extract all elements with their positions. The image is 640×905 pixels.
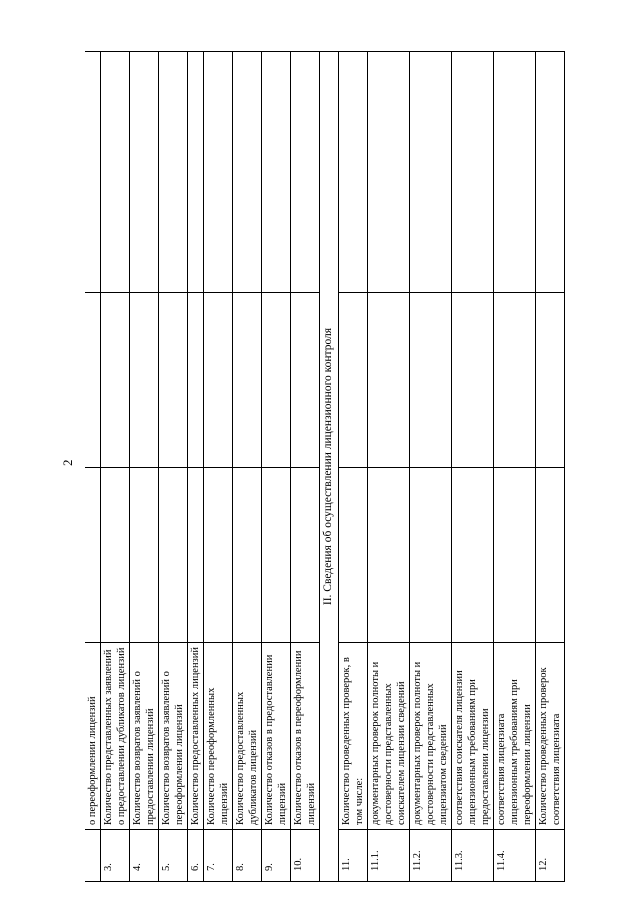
row-label: соответствия лицензиата лицензионным требованиям при переоформлении лицензии xyxy=(494,643,536,830)
value-cell xyxy=(101,293,130,468)
row-label: Количество представленных заявлений о предоставлении дубликатов лицензий xyxy=(101,643,130,830)
value-cell xyxy=(101,52,130,293)
table-row xyxy=(85,52,101,882)
row-number: 5. xyxy=(159,830,188,882)
row-label: документарных проверок полноты и достоверности представленных лицензиатом сведений xyxy=(410,643,452,830)
row-label: Количество возвратов заявлений о предоставлении лицензий xyxy=(130,643,159,830)
value-cell xyxy=(452,468,494,643)
value-cell xyxy=(130,293,159,468)
value-cell xyxy=(494,468,536,643)
value-cell xyxy=(452,52,494,293)
value-cell xyxy=(291,468,320,643)
row-number: 4. xyxy=(130,830,159,882)
value-cell xyxy=(159,468,188,643)
value-cell xyxy=(85,468,101,643)
row-number: 11.3. xyxy=(452,830,494,882)
row-label: Количество проведенных проверок соответствия лицензиата xyxy=(536,643,565,830)
value-cell xyxy=(494,293,536,468)
table-row xyxy=(494,52,536,882)
value-cell xyxy=(368,293,410,468)
row-number: 7. xyxy=(204,830,233,882)
row-number: 8. xyxy=(233,830,262,882)
value-cell xyxy=(262,52,291,293)
row-number: 11. xyxy=(339,830,368,882)
value-cell xyxy=(452,293,494,468)
table-row xyxy=(452,52,494,882)
value-cell xyxy=(368,468,410,643)
row-number: 10. xyxy=(291,830,320,882)
table-row xyxy=(368,52,410,882)
value-cell xyxy=(233,52,262,293)
value-cell xyxy=(85,52,101,293)
value-cell xyxy=(233,468,262,643)
row-label: Количество возвратов заявлений о переоформлении лицензий xyxy=(159,643,188,830)
page-number: 2 xyxy=(60,459,75,466)
value-cell xyxy=(339,293,368,468)
value-cell xyxy=(291,293,320,468)
table-row xyxy=(262,52,291,882)
value-cell xyxy=(188,468,204,643)
table-row xyxy=(536,52,565,882)
table-row xyxy=(204,52,233,882)
table-row xyxy=(233,52,262,882)
value-cell xyxy=(410,293,452,468)
value-cell xyxy=(204,468,233,643)
table-row xyxy=(188,52,204,882)
value-cell xyxy=(262,293,291,468)
table-row xyxy=(410,52,452,882)
value-cell xyxy=(410,52,452,293)
row-number: 12. xyxy=(536,830,565,882)
value-cell xyxy=(262,468,291,643)
section-row xyxy=(320,52,339,882)
value-cell xyxy=(233,293,262,468)
row-number: 6. xyxy=(188,830,204,882)
value-cell xyxy=(188,52,204,293)
row-number: 9. xyxy=(262,830,291,882)
value-cell xyxy=(204,52,233,293)
row-label: Количество предоставленных дубликатов лицензий xyxy=(233,643,262,830)
value-cell xyxy=(410,468,452,643)
row-label: Количество отказов в переоформлении лицензий xyxy=(291,643,320,830)
value-cell xyxy=(85,293,101,468)
value-cell xyxy=(368,52,410,293)
rotated-report-page xyxy=(85,52,616,882)
value-cell xyxy=(536,52,565,293)
value-cell xyxy=(101,468,130,643)
value-cell xyxy=(159,293,188,468)
table-row xyxy=(339,52,368,882)
value-cell xyxy=(204,293,233,468)
value-cell xyxy=(536,468,565,643)
value-cell xyxy=(188,293,204,468)
value-cell xyxy=(291,52,320,293)
row-label: о переоформлении лицензий xyxy=(85,643,101,830)
table-row xyxy=(101,52,130,882)
table-row xyxy=(291,52,320,882)
row-label: Количество переоформленных лицензий xyxy=(204,643,233,830)
row-label: документарных проверок полноты и достоверности представленных соискателем лицензии сведений xyxy=(368,643,410,830)
value-cell xyxy=(494,52,536,293)
value-cell xyxy=(159,52,188,293)
row-number: 3. xyxy=(101,830,130,882)
table-row xyxy=(130,52,159,882)
value-cell xyxy=(339,468,368,643)
table-row xyxy=(159,52,188,882)
section-title: II. Сведения об осуществлении лицензионного контроля xyxy=(320,52,339,882)
value-cell xyxy=(130,52,159,293)
row-label: Количество отказов в предоставлении лицензий xyxy=(262,643,291,830)
row-number: 11.2. xyxy=(410,830,452,882)
row-label: соответствия соискателя лицензии лицензионным требованиям при предоставлении лицензии xyxy=(452,643,494,830)
row-number: 11.4. xyxy=(494,830,536,882)
value-cell xyxy=(339,52,368,293)
value-cell xyxy=(130,468,159,643)
row-label: Количество предоставленных лицензий xyxy=(188,643,204,830)
row-number: 11.1. xyxy=(368,830,410,882)
value-cell xyxy=(536,293,565,468)
licensing-report-table xyxy=(85,51,565,882)
row-number xyxy=(85,830,101,882)
row-label: Количество проведенных проверок, в том числе: xyxy=(339,643,368,830)
